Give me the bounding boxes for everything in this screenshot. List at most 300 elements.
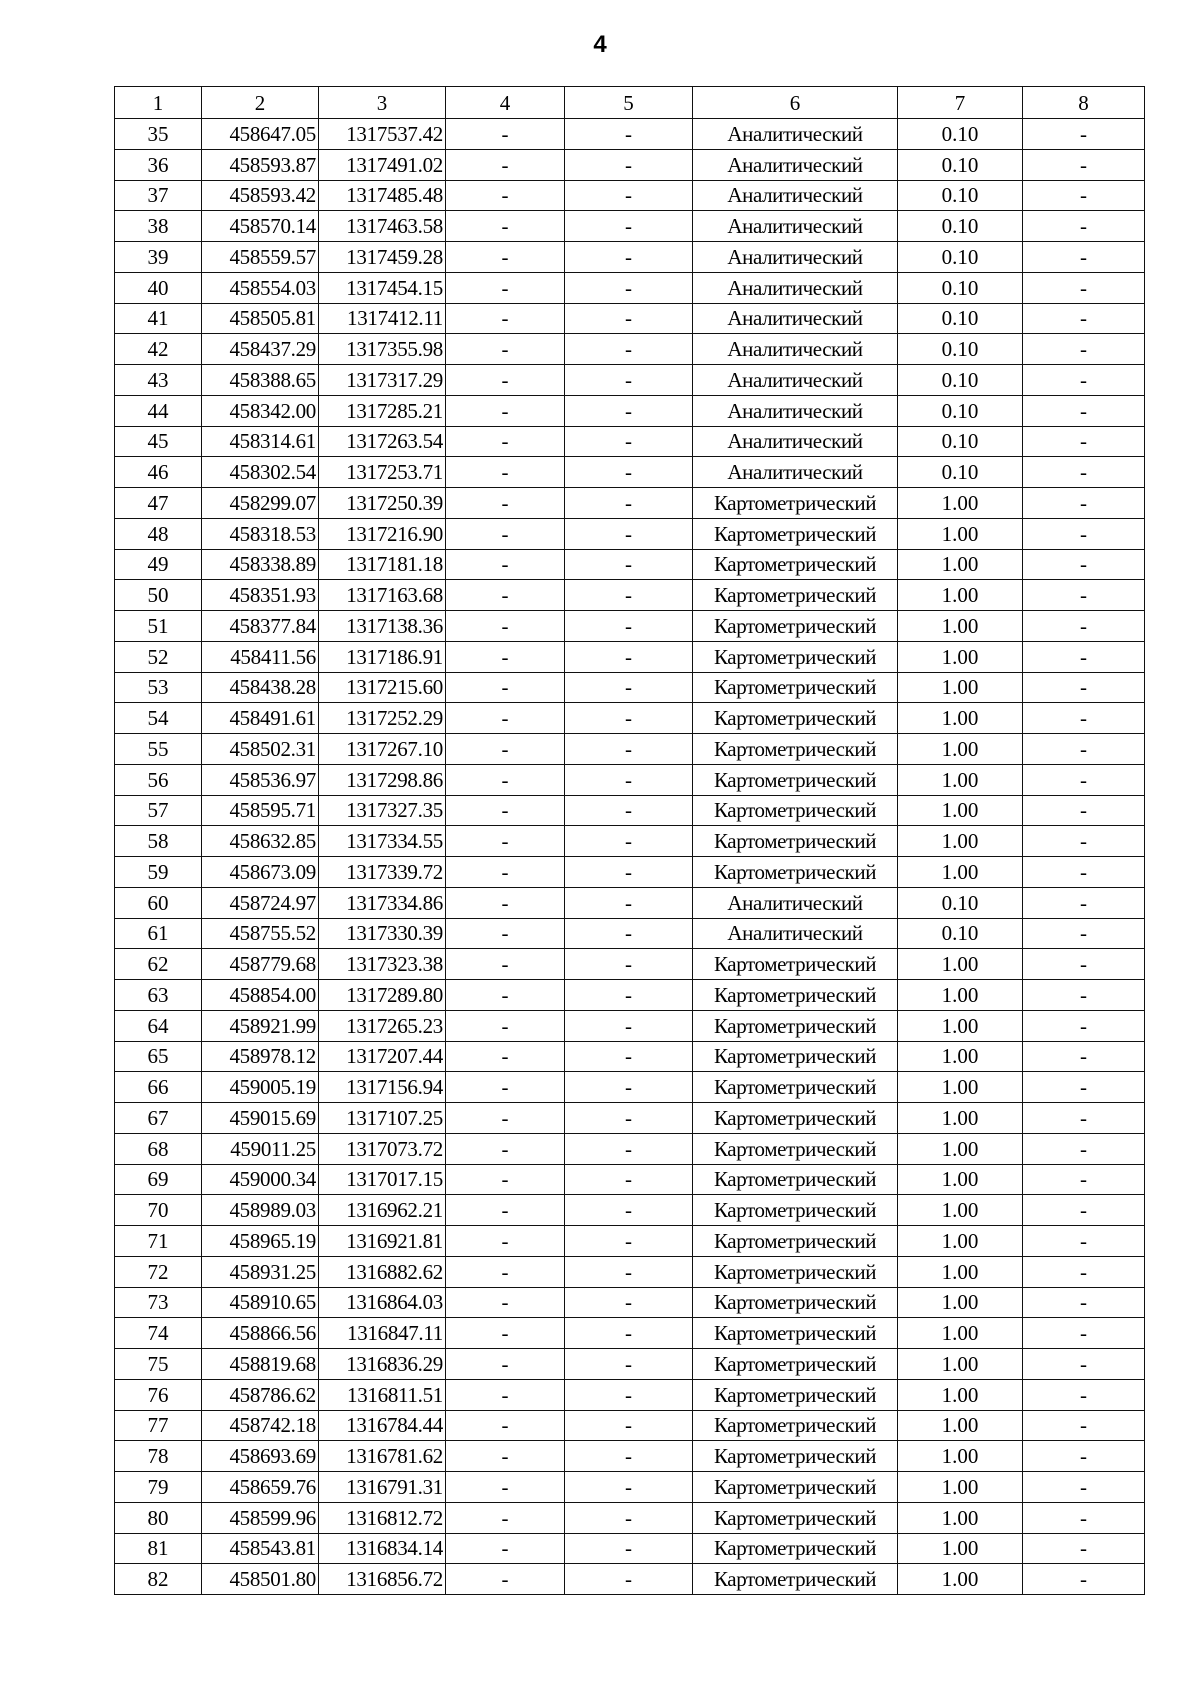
y-coordinate-cell: 1317253.71 xyxy=(319,457,446,488)
method-cell: Картометрический xyxy=(693,795,898,826)
table-row xyxy=(115,1564,1145,1595)
y-coordinate-cell: 1316811.51 xyxy=(319,1379,446,1410)
accuracy-cell: 0.10 xyxy=(898,211,1023,242)
x-coordinate-cell: 458559.57 xyxy=(202,242,319,273)
table-row xyxy=(115,549,1145,580)
column-4-cell: - xyxy=(446,734,565,765)
accuracy-cell: 1.00 xyxy=(898,580,1023,611)
y-coordinate-cell: 1316784.44 xyxy=(319,1410,446,1441)
table-row xyxy=(115,334,1145,365)
accuracy-cell: 0.10 xyxy=(898,334,1023,365)
accuracy-cell: 1.00 xyxy=(898,1226,1023,1257)
accuracy-cell: 1.00 xyxy=(898,1533,1023,1564)
column-4-cell: - xyxy=(446,1410,565,1441)
method-cell: Картометрический xyxy=(693,1195,898,1226)
column-8-cell: - xyxy=(1023,549,1145,580)
column-4-cell: - xyxy=(446,1349,565,1380)
x-coordinate-cell: 458965.19 xyxy=(202,1226,319,1257)
accuracy-cell: 1.00 xyxy=(898,518,1023,549)
point-number-cell: 65 xyxy=(115,1041,202,1072)
column-4-cell: - xyxy=(446,1287,565,1318)
method-cell: Аналитический xyxy=(693,303,898,334)
y-coordinate-cell: 1317327.35 xyxy=(319,795,446,826)
method-cell: Картометрический xyxy=(693,1072,898,1103)
column-header: 5 xyxy=(565,87,693,119)
accuracy-cell: 1.00 xyxy=(898,980,1023,1011)
column-5-cell: - xyxy=(565,887,693,918)
point-number-cell: 57 xyxy=(115,795,202,826)
accuracy-cell: 1.00 xyxy=(898,1256,1023,1287)
y-coordinate-cell: 1317073.72 xyxy=(319,1133,446,1164)
table-row xyxy=(115,1133,1145,1164)
x-coordinate-cell: 458505.81 xyxy=(202,303,319,334)
column-header: 4 xyxy=(446,87,565,119)
accuracy-cell: 1.00 xyxy=(898,1164,1023,1195)
method-cell: Картометрический xyxy=(693,1410,898,1441)
accuracy-cell: 0.10 xyxy=(898,242,1023,273)
x-coordinate-cell: 458536.97 xyxy=(202,764,319,795)
column-header: 2 xyxy=(202,87,319,119)
point-number-cell: 61 xyxy=(115,918,202,949)
column-5-cell: - xyxy=(565,641,693,672)
table-row xyxy=(115,1349,1145,1380)
column-4-cell: - xyxy=(446,1226,565,1257)
accuracy-cell: 1.00 xyxy=(898,764,1023,795)
table-row xyxy=(115,580,1145,611)
accuracy-cell: 1.00 xyxy=(898,1379,1023,1410)
y-coordinate-cell: 1317252.29 xyxy=(319,703,446,734)
table-row xyxy=(115,1379,1145,1410)
column-4-cell: - xyxy=(446,580,565,611)
table-row xyxy=(115,1318,1145,1349)
method-cell: Картометрический xyxy=(693,1041,898,1072)
table-row xyxy=(115,764,1145,795)
column-8-cell: - xyxy=(1023,1256,1145,1287)
y-coordinate-cell: 1316962.21 xyxy=(319,1195,446,1226)
x-coordinate-cell: 458673.09 xyxy=(202,857,319,888)
table-row xyxy=(115,1472,1145,1503)
column-8-cell: - xyxy=(1023,980,1145,1011)
column-8-cell: - xyxy=(1023,1010,1145,1041)
column-8-cell: - xyxy=(1023,1410,1145,1441)
column-4-cell: - xyxy=(446,795,565,826)
column-4-cell: - xyxy=(446,1256,565,1287)
accuracy-cell: 0.10 xyxy=(898,180,1023,211)
column-5-cell: - xyxy=(565,1164,693,1195)
point-number-cell: 50 xyxy=(115,580,202,611)
column-5-cell: - xyxy=(565,303,693,334)
accuracy-cell: 1.00 xyxy=(898,549,1023,580)
accuracy-cell: 1.00 xyxy=(898,1349,1023,1380)
method-cell: Картометрический xyxy=(693,1010,898,1041)
method-cell: Аналитический xyxy=(693,918,898,949)
x-coordinate-cell: 458411.56 xyxy=(202,641,319,672)
column-8-cell: - xyxy=(1023,1195,1145,1226)
column-8-cell: - xyxy=(1023,303,1145,334)
point-number-cell: 82 xyxy=(115,1564,202,1595)
method-cell: Картометрический xyxy=(693,1256,898,1287)
x-coordinate-cell: 458724.97 xyxy=(202,887,319,918)
method-cell: Картометрический xyxy=(693,672,898,703)
accuracy-cell: 0.10 xyxy=(898,457,1023,488)
x-coordinate-cell: 458786.62 xyxy=(202,1379,319,1410)
column-5-cell: - xyxy=(565,365,693,396)
column-5-cell: - xyxy=(565,734,693,765)
point-number-cell: 48 xyxy=(115,518,202,549)
column-8-cell: - xyxy=(1023,580,1145,611)
x-coordinate-cell: 458647.05 xyxy=(202,119,319,150)
column-5-cell: - xyxy=(565,1502,693,1533)
column-5-cell: - xyxy=(565,1256,693,1287)
column-header: 7 xyxy=(898,87,1023,119)
table-row xyxy=(115,641,1145,672)
method-cell: Аналитический xyxy=(693,365,898,396)
y-coordinate-cell: 1317138.36 xyxy=(319,611,446,642)
point-number-cell: 79 xyxy=(115,1472,202,1503)
accuracy-cell: 1.00 xyxy=(898,611,1023,642)
method-cell: Аналитический xyxy=(693,426,898,457)
column-header: 1 xyxy=(115,87,202,119)
table-row xyxy=(115,1041,1145,1072)
column-8-cell: - xyxy=(1023,1041,1145,1072)
x-coordinate-cell: 458543.81 xyxy=(202,1533,319,1564)
table-row xyxy=(115,949,1145,980)
column-5-cell: - xyxy=(565,488,693,519)
method-cell: Картометрический xyxy=(693,1287,898,1318)
method-cell: Картометрический xyxy=(693,641,898,672)
column-header: 8 xyxy=(1023,87,1145,119)
column-5-cell: - xyxy=(565,795,693,826)
column-8-cell: - xyxy=(1023,272,1145,303)
column-4-cell: - xyxy=(446,488,565,519)
accuracy-cell: 1.00 xyxy=(898,703,1023,734)
column-8-cell: - xyxy=(1023,1133,1145,1164)
accuracy-cell: 1.00 xyxy=(898,488,1023,519)
table-row xyxy=(115,457,1145,488)
column-8-cell: - xyxy=(1023,611,1145,642)
x-coordinate-cell: 458388.65 xyxy=(202,365,319,396)
table-row xyxy=(115,857,1145,888)
table-row xyxy=(115,242,1145,273)
column-8-cell: - xyxy=(1023,395,1145,426)
column-5-cell: - xyxy=(565,949,693,980)
accuracy-cell: 1.00 xyxy=(898,857,1023,888)
y-coordinate-cell: 1317330.39 xyxy=(319,918,446,949)
table-row xyxy=(115,180,1145,211)
x-coordinate-cell: 459005.19 xyxy=(202,1072,319,1103)
y-coordinate-cell: 1316834.14 xyxy=(319,1533,446,1564)
point-number-cell: 41 xyxy=(115,303,202,334)
column-8-cell: - xyxy=(1023,826,1145,857)
point-number-cell: 67 xyxy=(115,1103,202,1134)
x-coordinate-cell: 458351.93 xyxy=(202,580,319,611)
accuracy-cell: 1.00 xyxy=(898,826,1023,857)
x-coordinate-cell: 458501.80 xyxy=(202,1564,319,1595)
column-8-cell: - xyxy=(1023,1287,1145,1318)
header-row xyxy=(115,87,1145,119)
column-8-cell: - xyxy=(1023,488,1145,519)
table-row xyxy=(115,703,1145,734)
y-coordinate-cell: 1317017.15 xyxy=(319,1164,446,1195)
x-coordinate-cell: 458314.61 xyxy=(202,426,319,457)
table-row xyxy=(115,1072,1145,1103)
point-number-cell: 77 xyxy=(115,1410,202,1441)
point-number-cell: 37 xyxy=(115,180,202,211)
accuracy-cell: 0.10 xyxy=(898,149,1023,180)
y-coordinate-cell: 1317355.98 xyxy=(319,334,446,365)
y-coordinate-cell: 1317491.02 xyxy=(319,149,446,180)
column-8-cell: - xyxy=(1023,1072,1145,1103)
column-8-cell: - xyxy=(1023,119,1145,150)
column-8-cell: - xyxy=(1023,149,1145,180)
y-coordinate-cell: 1317323.38 xyxy=(319,949,446,980)
column-5-cell: - xyxy=(565,1533,693,1564)
column-4-cell: - xyxy=(446,549,565,580)
column-4-cell: - xyxy=(446,1103,565,1134)
method-cell: Картометрический xyxy=(693,1441,898,1472)
point-number-cell: 44 xyxy=(115,395,202,426)
method-cell: Аналитический xyxy=(693,887,898,918)
column-8-cell: - xyxy=(1023,795,1145,826)
y-coordinate-cell: 1317250.39 xyxy=(319,488,446,519)
x-coordinate-cell: 458338.89 xyxy=(202,549,319,580)
y-coordinate-cell: 1317334.55 xyxy=(319,826,446,857)
method-cell: Аналитический xyxy=(693,211,898,242)
y-coordinate-cell: 1317412.11 xyxy=(319,303,446,334)
x-coordinate-cell: 458554.03 xyxy=(202,272,319,303)
point-number-cell: 75 xyxy=(115,1349,202,1380)
y-coordinate-cell: 1317265.23 xyxy=(319,1010,446,1041)
y-coordinate-cell: 1316781.62 xyxy=(319,1441,446,1472)
table-row xyxy=(115,1502,1145,1533)
column-8-cell: - xyxy=(1023,1164,1145,1195)
point-number-cell: 40 xyxy=(115,272,202,303)
x-coordinate-cell: 459000.34 xyxy=(202,1164,319,1195)
x-coordinate-cell: 458659.76 xyxy=(202,1472,319,1503)
y-coordinate-cell: 1317485.48 xyxy=(319,180,446,211)
point-number-cell: 68 xyxy=(115,1133,202,1164)
method-cell: Картометрический xyxy=(693,1349,898,1380)
x-coordinate-cell: 458318.53 xyxy=(202,518,319,549)
column-5-cell: - xyxy=(565,457,693,488)
column-5-cell: - xyxy=(565,242,693,273)
x-coordinate-cell: 458921.99 xyxy=(202,1010,319,1041)
y-coordinate-cell: 1317317.29 xyxy=(319,365,446,396)
column-4-cell: - xyxy=(446,1472,565,1503)
accuracy-cell: 0.10 xyxy=(898,918,1023,949)
column-4-cell: - xyxy=(446,980,565,1011)
table-body xyxy=(115,119,1145,1595)
x-coordinate-cell: 458342.00 xyxy=(202,395,319,426)
method-cell: Аналитический xyxy=(693,395,898,426)
column-4-cell: - xyxy=(446,457,565,488)
table-row xyxy=(115,1441,1145,1472)
column-8-cell: - xyxy=(1023,180,1145,211)
column-5-cell: - xyxy=(565,918,693,949)
point-number-cell: 56 xyxy=(115,764,202,795)
point-number-cell: 76 xyxy=(115,1379,202,1410)
accuracy-cell: 1.00 xyxy=(898,1287,1023,1318)
column-5-cell: - xyxy=(565,426,693,457)
column-8-cell: - xyxy=(1023,918,1145,949)
y-coordinate-cell: 1316812.72 xyxy=(319,1502,446,1533)
x-coordinate-cell: 458693.69 xyxy=(202,1441,319,1472)
y-coordinate-cell: 1317537.42 xyxy=(319,119,446,150)
column-4-cell: - xyxy=(446,1564,565,1595)
column-5-cell: - xyxy=(565,1195,693,1226)
method-cell: Картометрический xyxy=(693,1533,898,1564)
accuracy-cell: 0.10 xyxy=(898,119,1023,150)
column-8-cell: - xyxy=(1023,211,1145,242)
column-8-cell: - xyxy=(1023,1502,1145,1533)
point-number-cell: 55 xyxy=(115,734,202,765)
column-8-cell: - xyxy=(1023,1533,1145,1564)
point-number-cell: 74 xyxy=(115,1318,202,1349)
method-cell: Картометрический xyxy=(693,518,898,549)
point-number-cell: 66 xyxy=(115,1072,202,1103)
column-4-cell: - xyxy=(446,334,565,365)
x-coordinate-cell: 458755.52 xyxy=(202,918,319,949)
accuracy-cell: 0.10 xyxy=(898,395,1023,426)
column-5-cell: - xyxy=(565,764,693,795)
x-coordinate-cell: 458377.84 xyxy=(202,611,319,642)
y-coordinate-cell: 1317215.60 xyxy=(319,672,446,703)
accuracy-cell: 1.00 xyxy=(898,734,1023,765)
y-coordinate-cell: 1316847.11 xyxy=(319,1318,446,1349)
column-8-cell: - xyxy=(1023,641,1145,672)
method-cell: Картометрический xyxy=(693,826,898,857)
x-coordinate-cell: 458302.54 xyxy=(202,457,319,488)
accuracy-cell: 0.10 xyxy=(898,365,1023,396)
y-coordinate-cell: 1317298.86 xyxy=(319,764,446,795)
column-4-cell: - xyxy=(446,119,565,150)
column-4-cell: - xyxy=(446,1533,565,1564)
accuracy-cell: 1.00 xyxy=(898,1010,1023,1041)
column-5-cell: - xyxy=(565,857,693,888)
table-row xyxy=(115,887,1145,918)
method-cell: Аналитический xyxy=(693,334,898,365)
method-cell: Картометрический xyxy=(693,1472,898,1503)
table-row xyxy=(115,488,1145,519)
method-cell: Картометрический xyxy=(693,611,898,642)
y-coordinate-cell: 1317334.86 xyxy=(319,887,446,918)
column-8-cell: - xyxy=(1023,857,1145,888)
point-number-cell: 35 xyxy=(115,119,202,150)
column-5-cell: - xyxy=(565,180,693,211)
x-coordinate-cell: 458989.03 xyxy=(202,1195,319,1226)
method-cell: Картометрический xyxy=(693,857,898,888)
column-4-cell: - xyxy=(446,426,565,457)
column-4-cell: - xyxy=(446,1164,565,1195)
point-number-cell: 58 xyxy=(115,826,202,857)
table-row xyxy=(115,272,1145,303)
x-coordinate-cell: 458854.00 xyxy=(202,980,319,1011)
method-cell: Картометрический xyxy=(693,1318,898,1349)
table-row xyxy=(115,211,1145,242)
point-number-cell: 59 xyxy=(115,857,202,888)
point-number-cell: 60 xyxy=(115,887,202,918)
method-cell: Картометрический xyxy=(693,703,898,734)
column-5-cell: - xyxy=(565,395,693,426)
column-8-cell: - xyxy=(1023,518,1145,549)
column-4-cell: - xyxy=(446,149,565,180)
point-number-cell: 51 xyxy=(115,611,202,642)
x-coordinate-cell: 459015.69 xyxy=(202,1103,319,1134)
column-4-cell: - xyxy=(446,672,565,703)
table-row xyxy=(115,149,1145,180)
x-coordinate-cell: 458502.31 xyxy=(202,734,319,765)
column-8-cell: - xyxy=(1023,426,1145,457)
method-cell: Картометрический xyxy=(693,1103,898,1134)
x-coordinate-cell: 458819.68 xyxy=(202,1349,319,1380)
column-4-cell: - xyxy=(446,395,565,426)
y-coordinate-cell: 1317267.10 xyxy=(319,734,446,765)
column-4-cell: - xyxy=(446,703,565,734)
column-8-cell: - xyxy=(1023,1349,1145,1380)
accuracy-cell: 1.00 xyxy=(898,1564,1023,1595)
accuracy-cell: 1.00 xyxy=(898,1318,1023,1349)
column-5-cell: - xyxy=(565,1379,693,1410)
method-cell: Аналитический xyxy=(693,457,898,488)
x-coordinate-cell: 458437.29 xyxy=(202,334,319,365)
point-number-cell: 49 xyxy=(115,549,202,580)
accuracy-cell: 1.00 xyxy=(898,1441,1023,1472)
table-row xyxy=(115,1533,1145,1564)
point-number-cell: 39 xyxy=(115,242,202,273)
point-number-cell: 81 xyxy=(115,1533,202,1564)
table-header xyxy=(115,87,1145,119)
column-4-cell: - xyxy=(446,518,565,549)
column-5-cell: - xyxy=(565,1318,693,1349)
table-row xyxy=(115,426,1145,457)
y-coordinate-cell: 1317289.80 xyxy=(319,980,446,1011)
accuracy-cell: 1.00 xyxy=(898,1072,1023,1103)
column-8-cell: - xyxy=(1023,1226,1145,1257)
y-coordinate-cell: 1316791.31 xyxy=(319,1472,446,1503)
accuracy-cell: 0.10 xyxy=(898,272,1023,303)
column-4-cell: - xyxy=(446,1133,565,1164)
x-coordinate-cell: 458570.14 xyxy=(202,211,319,242)
column-8-cell: - xyxy=(1023,457,1145,488)
table-row xyxy=(115,1010,1145,1041)
table-row xyxy=(115,672,1145,703)
method-cell: Аналитический xyxy=(693,149,898,180)
x-coordinate-cell: 458866.56 xyxy=(202,1318,319,1349)
y-coordinate-cell: 1317285.21 xyxy=(319,395,446,426)
table-row xyxy=(115,303,1145,334)
point-number-cell: 36 xyxy=(115,149,202,180)
point-number-cell: 71 xyxy=(115,1226,202,1257)
point-number-cell: 78 xyxy=(115,1441,202,1472)
column-5-cell: - xyxy=(565,149,693,180)
column-8-cell: - xyxy=(1023,764,1145,795)
column-4-cell: - xyxy=(446,857,565,888)
column-4-cell: - xyxy=(446,272,565,303)
page-number: 4 xyxy=(593,31,607,58)
table-row xyxy=(115,1410,1145,1441)
method-cell: Картометрический xyxy=(693,734,898,765)
point-number-cell: 72 xyxy=(115,1256,202,1287)
y-coordinate-cell: 1317186.91 xyxy=(319,641,446,672)
column-8-cell: - xyxy=(1023,1472,1145,1503)
column-4-cell: - xyxy=(446,365,565,396)
point-number-cell: 69 xyxy=(115,1164,202,1195)
column-5-cell: - xyxy=(565,1226,693,1257)
point-number-cell: 73 xyxy=(115,1287,202,1318)
column-5-cell: - xyxy=(565,119,693,150)
accuracy-cell: 1.00 xyxy=(898,1502,1023,1533)
column-4-cell: - xyxy=(446,242,565,273)
